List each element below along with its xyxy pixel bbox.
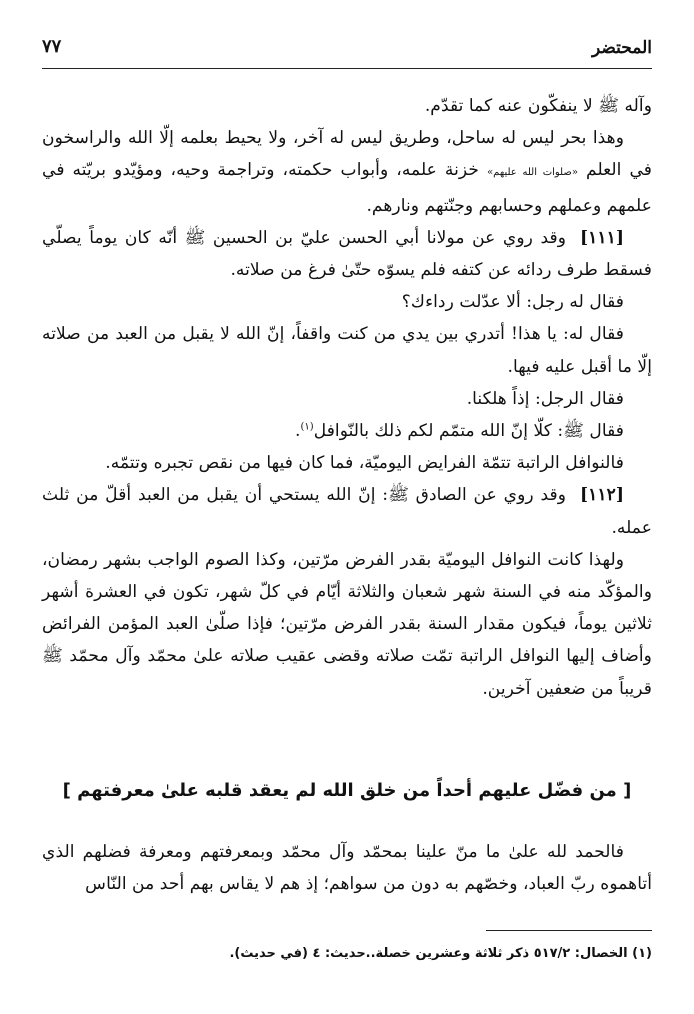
hadith-paragraph (42, 222, 652, 286)
paragraph (42, 286, 652, 318)
paragraph-text: وهذا بحر ليس له ساحل، وطريق ليس له آخر، ولا يحيط بعلمه إلّا الله والراسخون في العلم (42, 128, 652, 181)
paragraph (42, 447, 652, 479)
paragraph-text: فقال له: يا هذا! أتدري بين يدي من كنت واقفاً، إنّ الله لا يقبل من العبد من صلاته إلّا ما أقبل عليه فيها. (42, 324, 652, 377)
page-number: ٧٧ (42, 36, 62, 57)
footnote: (١) الخصال: ٥١٧/٢ ذكر ثلاثة وعشرين خصلة..حديث: ٤ (في حديث). (229, 946, 652, 961)
main-text (42, 90, 652, 705)
paragraph-text: ولهذا كانت النوافل اليوميّة بقدر الفرض مرّتين، وكذا الصوم الواجب بشهر رمضان، والمؤكّد منه في السنة شهر شعبان والثلاثة أيّام في كلّ شهر، تكون في العشرة أشهر ثلاثين يوماً، فيكون مقدار السنة بقدر الفرض مرّتين؛ فإذا صلّىٰ العبد المؤمن الفرائض وأضاف إليها النوافل الراتبة تمّت صلاته وقضى عقيب صلاته علىٰ محمّد وآل محمّد ﷺ قريباً من ضعفين آخرين. (42, 549, 652, 699)
hadith-number: [١١٢] (580, 485, 624, 506)
paragraph-text: فقال ﷺ: كلّا إنّ الله متمّم لكم ذلك بالنّوافل (313, 421, 624, 442)
footnote-marker[interactable]: (١) (300, 421, 314, 433)
paragraph-text: فقال له رجل: ألا عدّلت رداءك؟ (401, 292, 624, 313)
paragraph-text: فالنوافل الراتبة تتمّة الفرايض اليوميّة، فما كان فيها من نقص تجبره وتتمّه. (105, 453, 624, 474)
paragraph-text: فالحمد لله علىٰ ما منّ علينا بمحمّد وآل محمّد وبمعرفتهم ومعرفة فضلهم الذي أتاهموه ربّ العباد، وخصّهم به دون من سواهم؛ إذ هم لا يقاس بهم أحد من النّاس (42, 842, 652, 894)
paragraph-end: . (295, 421, 301, 442)
paragraph (42, 415, 652, 447)
paragraph-text: وقد روي عن الصادق ﷺ: إنّ الله يستحي أن يقبل من العبد أقلّ من ثلث عمله. (42, 485, 652, 538)
page-header (42, 34, 652, 69)
paragraph-text: وآله ﷺ لا ينفكّون عنه كما تقدّم. (424, 96, 652, 116)
paragraph (42, 836, 652, 900)
section-text (42, 836, 652, 900)
paragraph (42, 122, 652, 222)
section-heading: [ من فضّل عليهم أحداً من خلق الله لم يعقد قلبه علىٰ معرفتهم ] (62, 780, 632, 801)
paragraph-text: فقال الرجل: إذاً هلكنا. (466, 388, 624, 409)
paragraph-text: وقد روي عن مولانا أبي الحسن عليّ بن الحسين ﷺ أنّه كان يوماً يصلّي فسقط طرف ردائه عن كتفه فلم يسوّه حتّىٰ فرغ من صلاته. (42, 227, 652, 281)
paragraph (42, 318, 652, 382)
paragraph-text: خزنة علمه، وأبواب حكمته، وتراجمة وحيه، ومؤيّدو بريّته في علمهم وعملهم وحسابهم وجنّتهم ونارهم. (42, 160, 652, 216)
paragraph (42, 383, 652, 415)
honorific-phrase: «صلوات الله عليهم» (487, 167, 578, 179)
footnote-divider (486, 930, 652, 931)
hadith-number: [١١١] (580, 227, 624, 248)
hadith-paragraph (42, 479, 652, 543)
running-title: المحتضر (592, 38, 652, 58)
paragraph-continuation (42, 90, 652, 122)
paragraph (42, 544, 652, 705)
